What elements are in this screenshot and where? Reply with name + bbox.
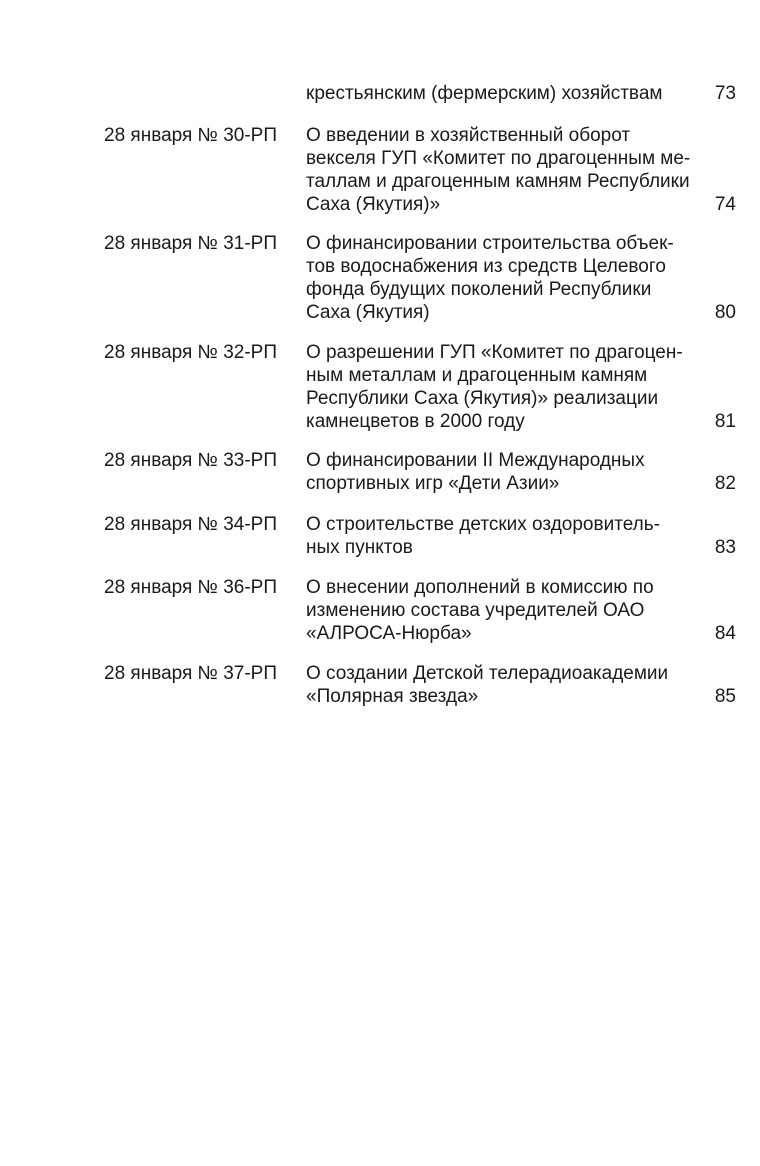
page-number: 82 [714,473,736,494]
title-line: О создании Детской телерадиоакадемии [306,663,669,684]
entry-date: 28 января № 37-РП [104,663,278,684]
title-line: «Полярная звезда» [306,686,479,707]
entry-title [306,82,716,105]
title-line: таллам и драгоценным камням Республики [306,171,690,192]
title-line: спортивных игр «Дети Азии» [306,473,560,494]
page-number: 81 [714,411,736,432]
entry-date: 28 января № 36-РП [104,577,278,598]
title-line: О разрешении ГУП «Комитет по драгоцен- [306,342,683,363]
title-line: крестьянским (фермерским) хозяйствам [306,83,663,104]
title-line: «АЛРОСА-Нюрба» [306,623,472,644]
page-number: 84 [714,623,736,644]
page-number: 80 [714,302,736,323]
title-line: О введении в хозяйственный оборот [306,125,631,146]
page-number: 83 [714,537,736,558]
title-line: О финансировании II Международных [306,450,645,471]
title-line: фонда будущих поколений Республики [306,279,652,300]
title-line: Саха (Якутия)» [306,194,441,215]
title-line: тов водоснабжения из средств Целевого [306,256,666,277]
title-line: О финансировании строительства объек- [306,233,674,254]
title-line: Саха (Якутия) [306,302,430,323]
entry-date: 28 января № 30-РП [104,125,278,146]
entry-title [306,232,716,324]
entry-title [306,124,716,216]
entry-title [306,576,716,645]
page-number: 74 [714,194,736,215]
entry-date: 28 января № 31-РП [104,233,278,254]
entry-date: 28 января № 32-РП [104,342,278,363]
entry-title [306,341,716,433]
entry-date: 28 января № 34-РП [104,514,278,535]
title-line: Республики Саха (Якутия)» реализации [306,388,659,409]
entry-title [306,662,716,708]
page-number: 85 [714,686,736,707]
entry-title [306,513,716,559]
title-line: изменению состава учредителей ОАО [306,600,645,621]
title-line: камнецветов в 2000 году [306,411,525,432]
title-line: ных пунктов [306,537,413,558]
title-line: О внесении дополнений в комиссию по [306,577,654,598]
title-line: О строительстве детских оздоровитель- [306,514,660,535]
entry-title [306,449,716,495]
entry-date: 28 января № 33-РП [104,450,278,471]
title-line: ным металлам и драгоценным камням [306,365,648,386]
page-number: 73 [714,83,736,104]
title-line: векселя ГУП «Комитет по драгоценным ме- [306,148,691,169]
